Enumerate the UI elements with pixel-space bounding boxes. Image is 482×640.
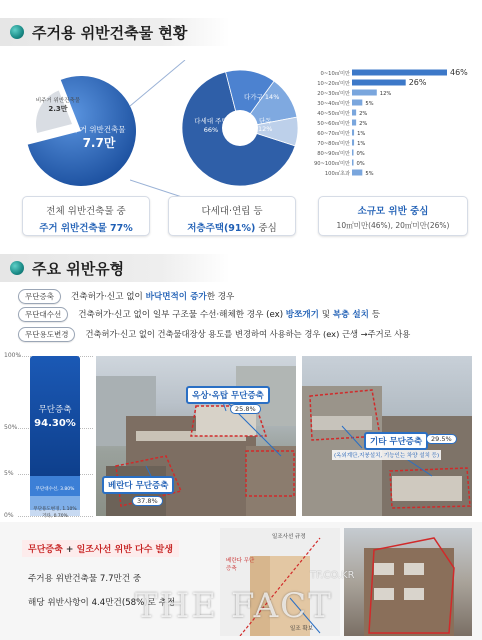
card-line2: 저층주택(91%) [187, 223, 256, 234]
bar [352, 100, 362, 106]
headline-part-a: 무단증축 [28, 545, 63, 555]
pie-small-value: 2.3만 [48, 105, 68, 113]
bar [352, 70, 447, 76]
floor-area-bar-chart [312, 66, 474, 178]
building-illustration [344, 528, 472, 636]
bottom-line2: 해당 위반사항이 4.4만건(58%)로 추정 [28, 598, 176, 608]
violation-desc-highlight: 바닥면적이 증가 [145, 292, 207, 302]
stack-seg-extension [30, 356, 80, 476]
section-header-status [0, 18, 230, 46]
headline-plus: + [62, 545, 77, 555]
card-small-scale [318, 196, 468, 236]
card-line1: 전체 위반건축물 중 [46, 206, 126, 217]
violation-desc-c: 및 [319, 310, 333, 320]
section-title: 주요 위반유형 [32, 259, 125, 278]
diagram-label-veranda: 베란다 무단증축 [226, 558, 255, 572]
violation-stacked-bar [30, 356, 80, 516]
bar-category-label: 100㎡초과 [324, 171, 350, 177]
stack-seg2-label: 무단대수선, 3.80% [35, 487, 75, 492]
callout-veranda: 베란다 무단증축 [102, 476, 174, 494]
y-tick: 50% [4, 424, 18, 431]
donut-seg3-pct: 12% [258, 125, 273, 133]
photo-rooftop-veranda [96, 356, 296, 516]
bar-value-label: 2% [359, 111, 368, 117]
violation-desc-a: 건축허가·신고 없이 건축물대장상 용도를 변경하여 사용하는 경우 (ex) 근생 →주거로 사용 [85, 329, 411, 339]
bar-value-label: 46% [450, 68, 468, 77]
bar-category-label: 80~90㎡미만 [317, 151, 350, 157]
donut-seg3-name: 단독 [258, 117, 272, 125]
y-tick: 5% [4, 470, 14, 477]
violation-desc-c: 한 경우 [206, 292, 235, 302]
callout-rooftop: 옥상·옥탑 무단증축 [186, 386, 270, 404]
violation-desc-highlight: 방쪼개기 [285, 310, 319, 320]
pie-large-label: 주거 위반건축물 [72, 125, 126, 134]
violation-desc-a: 건축허가·신고 없이 [70, 292, 146, 302]
donut-seg2-name: 다가구 [244, 93, 263, 101]
card-lowrise-share [168, 196, 296, 236]
card-residential-share [22, 196, 150, 236]
bar-value-label: 0% [356, 151, 365, 157]
card-line2: 주거 위반건축물 77% [39, 223, 133, 234]
bar-value-label: 12% [379, 91, 392, 97]
pct-other: 29.5% [426, 434, 457, 444]
violation-row-repair [18, 306, 380, 322]
violation-row-usage [18, 326, 410, 342]
bar-category-label: 0~10㎡미만 [320, 71, 350, 77]
bar-category-label: 10~20㎡미만 [317, 81, 350, 87]
bar [352, 150, 354, 156]
pie-large-value: 7.7만 [82, 136, 116, 150]
bar-category-label: 30~40㎡미만 [317, 101, 350, 107]
bar [352, 140, 354, 146]
section-header-types [0, 254, 230, 282]
bar-category-label: 40~50㎡미만 [317, 111, 350, 117]
watermark-small: TF.CO.KR [310, 570, 355, 581]
violation-tag: 무단증축 [18, 289, 61, 304]
watermark: THE FACT [135, 586, 333, 626]
card-line1: 소규모 위반 중심 [357, 206, 429, 217]
donut-seg-large-pct: 66% [203, 126, 219, 134]
bar-value-label: 1% [357, 141, 366, 147]
y-tick: 0% [4, 512, 14, 519]
donut-seg2-pct: 14% [264, 93, 280, 101]
photo-other [302, 356, 472, 516]
bottom-line1: 주거용 위반건축물 7.7만건 중 [28, 574, 142, 584]
violation-tag: 무단용도변경 [18, 327, 75, 342]
stack-seg4-label: 기타, 0.70% [42, 514, 68, 519]
bar-category-label: 70~80㎡미만 [317, 141, 350, 147]
bar-category-label: 90~100㎡미만 [313, 161, 350, 167]
bar-value-label: 26% [408, 78, 427, 87]
stack-seg3-label: 무단용도변경, 1.10% [33, 507, 77, 512]
pct-rooftop: 25.8% [230, 404, 261, 414]
bar-category-label: 60~70㎡미만 [317, 131, 350, 137]
bar [352, 80, 406, 86]
bar-value-label: 0% [356, 161, 365, 167]
card-line2-suffix: 중심 [255, 223, 277, 234]
bar-value-label: 5% [365, 101, 374, 107]
violation-desc-e: 등 [368, 310, 381, 320]
bar [352, 170, 362, 176]
bar [352, 90, 377, 96]
bar-value-label: 5% [365, 171, 374, 177]
bar-value-label: 1% [357, 131, 366, 137]
diagram-label-sunlight: 일조 확보 [290, 626, 314, 632]
violation-desc-a: 건축허가·신고 없이 일부 구조물 수선·해체한 경우 (ex) [78, 310, 286, 320]
headline-part-b: 일조사선 위반 다수 발생 [76, 545, 173, 555]
bar [352, 160, 354, 166]
donut-seg3 [258, 116, 272, 133]
bullet-icon [10, 261, 24, 275]
violation-row-extension [18, 288, 234, 304]
pct-veranda: 37.8% [132, 496, 163, 506]
bar-value-label: 2% [359, 121, 368, 127]
card-line3: 10㎡미만(46%), 20㎡미만(26%) [336, 221, 450, 230]
section-title: 주거용 위반건축물 현황 [32, 23, 188, 42]
bar-category-label: 20~30㎡미만 [317, 91, 350, 97]
violation-tag: 무단대수선 [18, 307, 68, 322]
donut-seg-large-name: 다세대 주택 [194, 117, 228, 125]
other-note: (옥외계단,지붕설치, 기능인는 차양 설치 등) [332, 450, 441, 460]
stack-main-label: 무단증축 [38, 405, 72, 415]
stack-main-value: 94.30% [34, 418, 76, 429]
bar [352, 110, 356, 116]
diagram-label-rule: 일조사선 규정 [272, 534, 306, 540]
donut-seg2 [244, 92, 279, 101]
violation-desc-highlight2: 복층 설치 [332, 310, 369, 320]
pie-small-label: 비주거 위반건축물 [35, 98, 81, 104]
bar-category-label: 50~60㎡미만 [317, 121, 350, 127]
y-tick: 100% [4, 352, 22, 359]
bullet-icon [10, 25, 24, 39]
photo-sunlight-violation [344, 528, 472, 636]
bar [352, 120, 356, 126]
bottom-headline [22, 540, 179, 557]
card-line1: 다세대·연립 등 [201, 206, 263, 217]
callout-other: 기타 무단증축 [364, 432, 428, 450]
bar [352, 130, 354, 136]
